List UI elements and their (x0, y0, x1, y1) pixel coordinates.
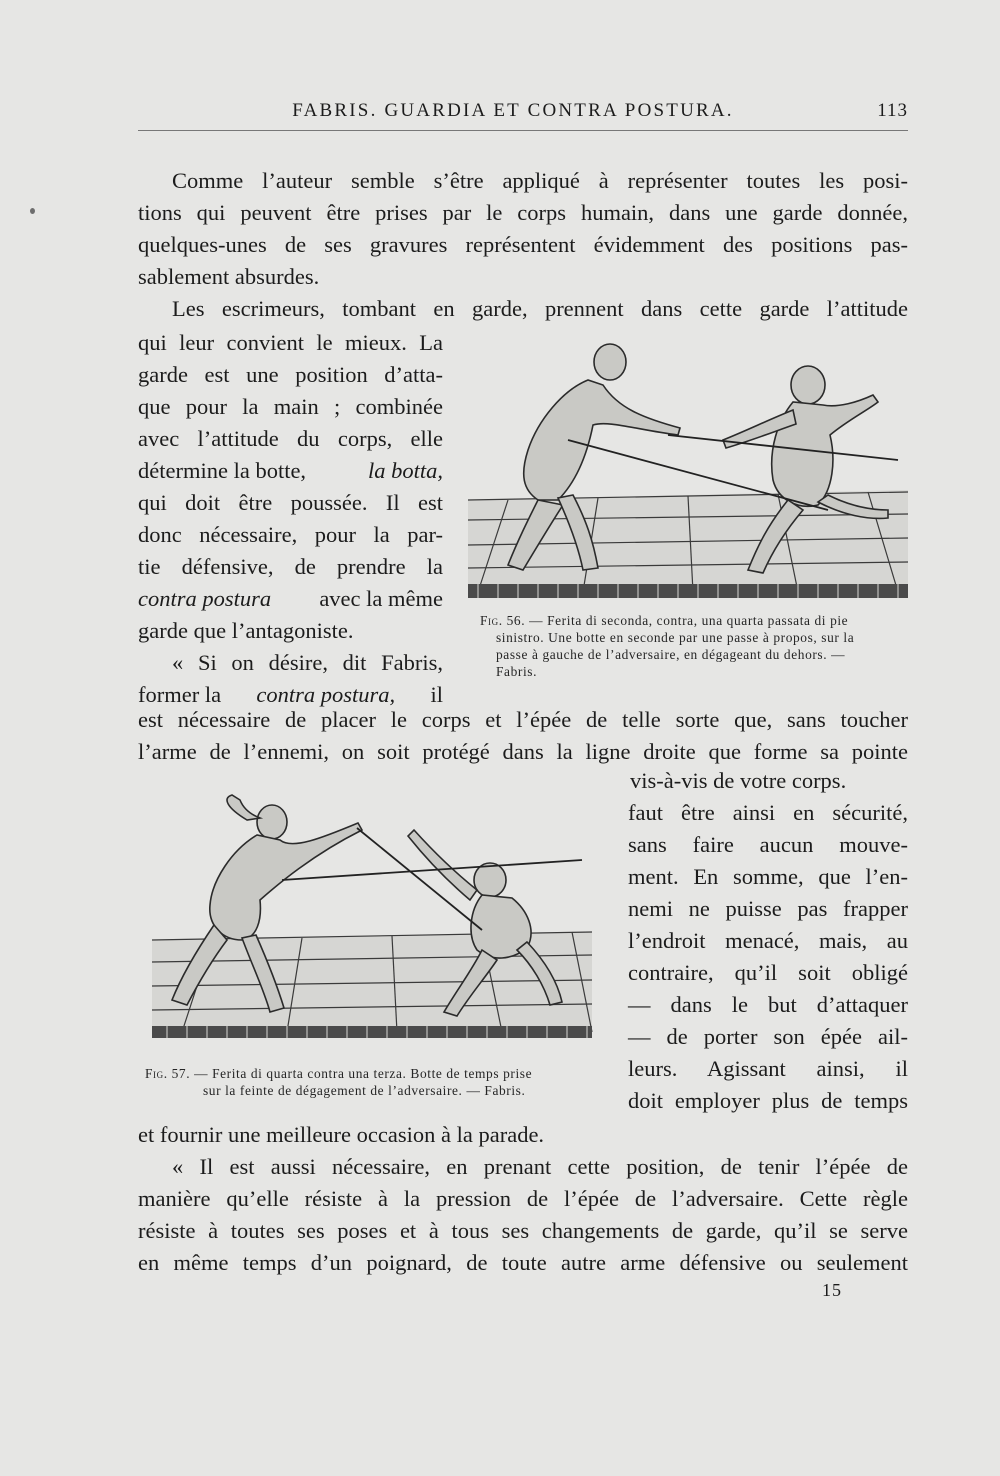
text-line (138, 584, 443, 614)
text-line: qui leur convient le mieux. La (138, 330, 443, 355)
caption-text: — Ferita di quarta contra una terza. Botte de temps prise (194, 1066, 533, 1081)
figure-57-caption (145, 1065, 615, 1099)
text-line: contraire, qu’il soit obligé (628, 960, 908, 985)
running-title: FABRIS. GUARDIA ET CONTRA POSTURA. (292, 100, 734, 121)
text-fragment: former la (138, 682, 222, 707)
caption-text: sinistro. Une botte en seconde par une passe à propos, sur la (496, 630, 855, 645)
text-line: donc nécessaire, pour la par- (138, 522, 443, 547)
page-header (138, 96, 908, 131)
text-line: « Il est aussi nécessaire, en prenant cette position, de tenir l’épée de (172, 1154, 908, 1179)
italic-term: contra postura, (256, 682, 396, 707)
text-line: faut être ainsi en sécurité, (628, 800, 908, 825)
figure-57-engraving (152, 790, 597, 1045)
text-line: quelques-unes de ses gravures représentent évidemment des positions pas- (138, 232, 908, 257)
text-line: sablement absurdes. (138, 264, 320, 289)
figure-56-caption (480, 612, 905, 680)
text-line: manière qu’elle résiste à la pression de l’épée de l’adversaire. Cette règle (138, 1186, 908, 1211)
text-line: tie défensive, de prendre la (138, 554, 443, 579)
text-line: qui doit être poussée. Il est (138, 490, 443, 515)
text-line: vis-à-vis de votre corps. (630, 768, 847, 793)
text-line: — de porter son épée ail- (628, 1024, 908, 1049)
text-line: sans faire aucun mouve- (628, 832, 908, 857)
text-fragment: détermine la botte, (138, 458, 307, 483)
text-line (138, 456, 443, 486)
caption-text: sur la feinte de dégagement de l’adversaire. — Fabris. (203, 1083, 526, 1098)
text-line: est nécessaire de placer le corps et l’épée de telle sorte que, sans toucher (138, 707, 908, 732)
text-line: avec l’attitude du corps, elle (138, 426, 443, 451)
figure-label: Fig. 57. (145, 1066, 191, 1081)
text-line: garde que l’antagoniste. (138, 618, 354, 643)
figure-label: Fig. 56. (480, 613, 526, 628)
ink-spot (30, 208, 35, 214)
fencing-engraving-57 (152, 790, 597, 1045)
text-fragment: il (430, 682, 443, 707)
text-line: Comme l’auteur semble s’être appliqué à représenter toutes les posi- (172, 168, 908, 193)
text-line: nemi ne puisse pas frapper (628, 896, 908, 921)
text-line: et fournir une meilleure occasion à la parade. (138, 1122, 545, 1147)
text-line: l’arme de l’ennemi, on soit protégé dans la ligne droite que forme sa pointe (138, 739, 908, 764)
text-line: garde est une position d’atta- (138, 362, 443, 387)
text-line: l’endroit menacé, mais, au (628, 928, 908, 953)
caption-text: — Ferita di seconda, contra, una quarta passata di pie (529, 613, 849, 628)
text-line: que pour la main ; combinée (138, 394, 443, 419)
caption-text: passe à gauche de l’adversaire, en dégageant du dehors. — (496, 647, 846, 662)
text-fragment: avec la même (319, 586, 443, 611)
italic-term: contra postura (138, 586, 272, 611)
text-line: ment. En somme, que l’en- (628, 864, 908, 889)
text-line: « Si on désire, dit Fabris, (172, 650, 443, 675)
text-line: — dans le but d’attaquer (628, 992, 908, 1017)
text-line: leurs. Agissant ainsi, il (628, 1056, 908, 1081)
italic-term: la botta, (367, 458, 443, 483)
figure-56-engraving (468, 340, 908, 610)
page-number: 113 (877, 100, 908, 121)
text-line: doit employer plus de temps (628, 1088, 908, 1113)
text-line: en même temps d’un poignard, de toute autre arme défensive ou seulement (138, 1250, 908, 1275)
signature-mark: 15 (822, 1280, 842, 1300)
text-line: résiste à toutes ses poses et à tous ses changements de garde, qu’il se serve (138, 1218, 908, 1243)
text-line: Les escrimeurs, tombant en garde, prennent dans cette garde l’attitude (172, 296, 908, 321)
fencing-engraving-56 (468, 340, 908, 610)
text-line: tions qui peuvent être prises par le corps humain, dans une garde donnée, (138, 200, 908, 225)
caption-text: Fabris. (496, 664, 538, 679)
